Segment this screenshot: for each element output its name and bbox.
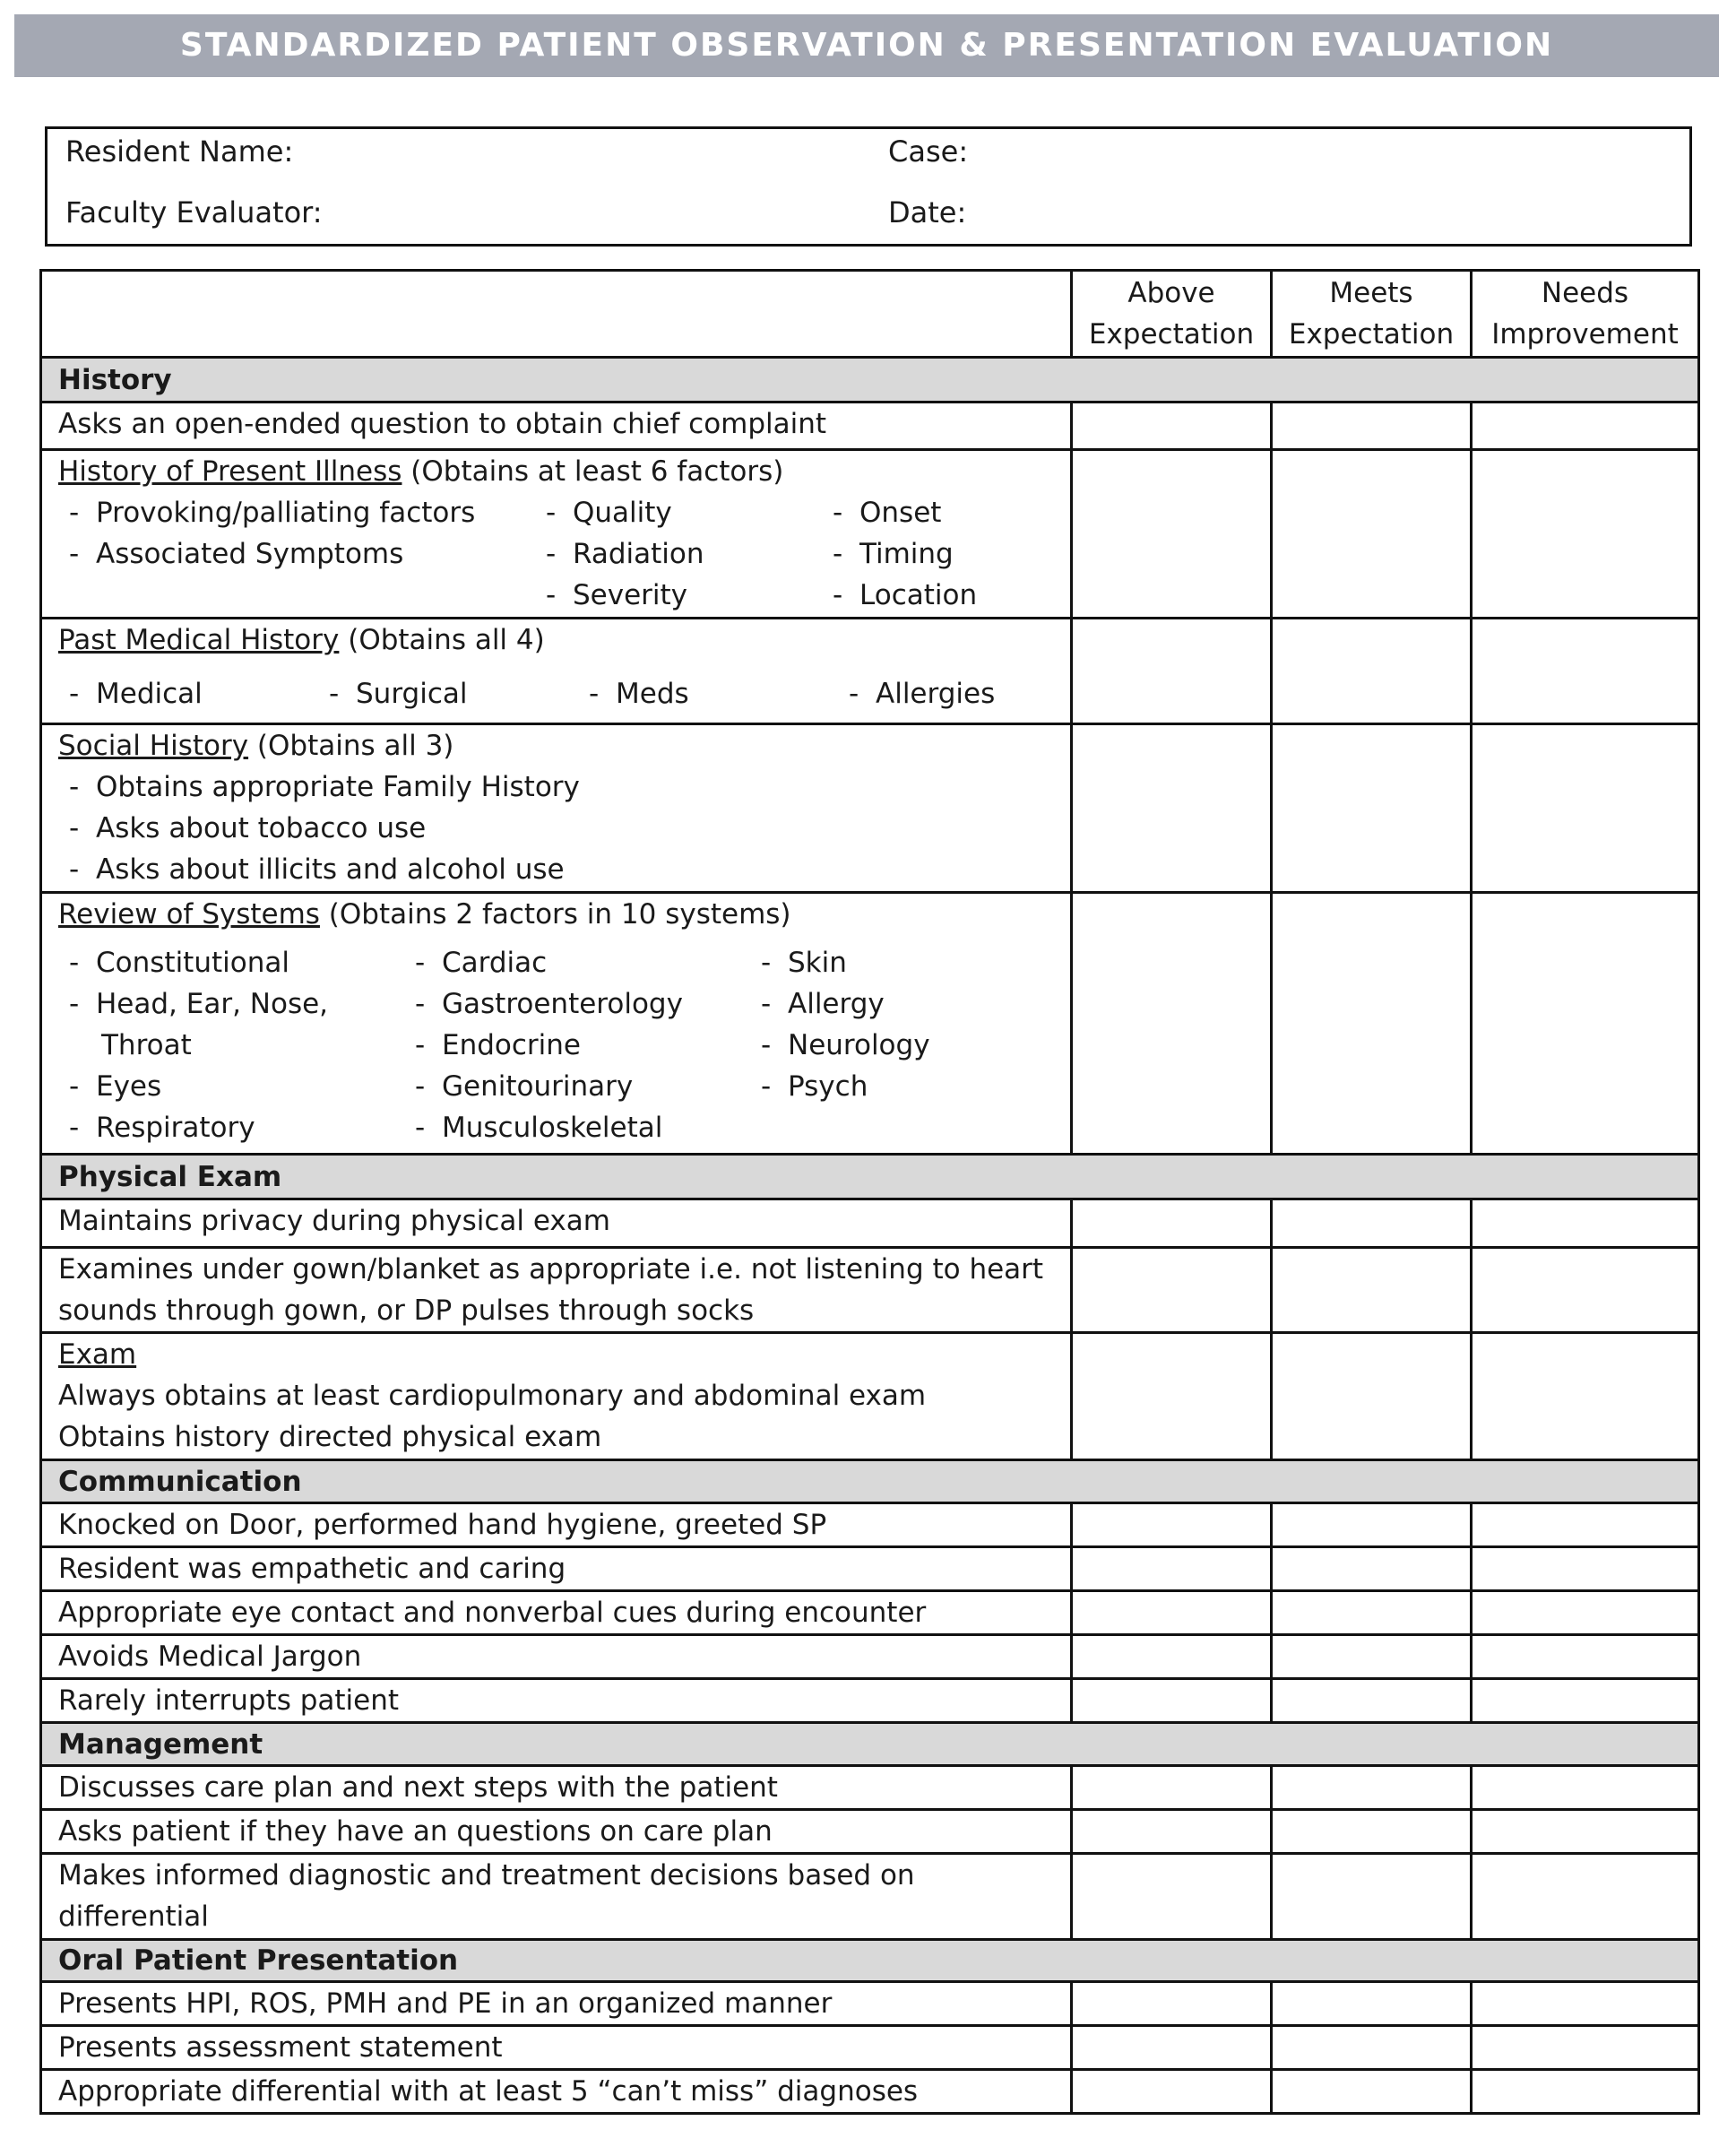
section-title: History — [41, 358, 1699, 403]
rating-cell-above[interactable] — [1072, 2070, 1272, 2114]
list-item: Surgical — [356, 678, 468, 710]
list-item: Eyes — [96, 1070, 162, 1103]
rating-cell-above[interactable] — [1072, 1199, 1272, 1248]
info-box — [45, 126, 1692, 247]
list-item: Location — [859, 579, 978, 611]
list-item: Throat — [101, 1029, 192, 1061]
rating-cell-needs[interactable] — [1472, 1810, 1699, 1854]
table-row — [41, 1591, 1699, 1635]
list-item: Timing — [859, 538, 954, 570]
list-item: Asks about tobacco use — [96, 812, 427, 844]
list-item: Head, Ear, Nose, — [96, 988, 329, 1020]
table-row — [41, 1854, 1699, 1940]
rating-cell-needs[interactable] — [1472, 893, 1699, 1155]
list-item: Skin — [788, 947, 847, 979]
rating-cell-meets[interactable] — [1272, 893, 1472, 1155]
list-item: Respiratory — [96, 1112, 255, 1144]
rating-cell-needs[interactable] — [1472, 2070, 1699, 2114]
list-item: Neurology — [788, 1029, 930, 1061]
list-item: Musculoskeletal — [442, 1112, 663, 1144]
list-item: Provoking/palliating factors — [96, 497, 476, 529]
rating-cell-meets[interactable] — [1272, 1854, 1472, 1940]
list-item: Constitutional — [96, 947, 289, 979]
form-title: STANDARDIZED PATIENT OBSERVATION & PRESENTATION EVALUATION — [14, 14, 1719, 77]
section-physical-exam — [41, 1155, 1699, 1199]
table-row — [41, 619, 1699, 724]
list-item: Asks about illicits and alcohol use — [96, 853, 565, 886]
rating-cell-meets[interactable] — [1272, 1248, 1472, 1333]
rating-cell-meets[interactable] — [1272, 1547, 1472, 1591]
rating-cell-meets[interactable] — [1272, 1766, 1472, 1810]
criteria-header — [41, 271, 1072, 358]
table-row — [41, 1333, 1699, 1460]
needs-improvement-header: Needs Improvement — [1472, 271, 1699, 358]
rating-cell-needs[interactable] — [1472, 1854, 1699, 1940]
rating-cell-needs[interactable] — [1472, 450, 1699, 619]
rating-cell-needs[interactable] — [1472, 2026, 1699, 2070]
faculty-evaluator-label: Faculty Evaluator: — [65, 195, 323, 229]
rating-cell-needs[interactable] — [1472, 1333, 1699, 1460]
rating-cell-above[interactable] — [1072, 1547, 1272, 1591]
rating-cell-needs[interactable] — [1472, 1635, 1699, 1679]
rating-cell-above[interactable] — [1072, 1591, 1272, 1635]
date-label: Date: — [888, 195, 967, 229]
list-item: Endocrine — [442, 1029, 581, 1061]
list-item: Allergy — [788, 988, 885, 1020]
criterion-chief-complaint: Asks an open-ended question to obtain chief complaint — [41, 403, 1072, 450]
criterion-oral: Presents assessment statement — [41, 2026, 1072, 2070]
list-item: Allergies — [876, 678, 996, 710]
criterion-communication: Rarely interrupts patient — [41, 1679, 1072, 1723]
rating-cell-above[interactable] — [1072, 1333, 1272, 1460]
list-item: Gastroenterology — [442, 988, 683, 1020]
criterion-management: Discusses care plan and next steps with the patient — [41, 1766, 1072, 1810]
section-title: Physical Exam — [41, 1155, 1699, 1199]
rating-cell-above[interactable] — [1072, 1854, 1272, 1940]
criterion-management: Asks patient if they have an questions on care plan — [41, 1810, 1072, 1854]
criterion-exam: Exam Always obtains at least cardiopulmonary and abdominal exam Obtains history directed physical exam — [41, 1333, 1072, 1460]
rating-cell-above[interactable] — [1072, 1635, 1272, 1679]
table-row — [41, 450, 1699, 619]
rating-cell-above[interactable] — [1072, 1810, 1272, 1854]
list-item: Radiation — [573, 538, 704, 570]
table-row — [41, 1635, 1699, 1679]
criterion-oral: Presents HPI, ROS, PMH and PE in an organized manner — [41, 1982, 1072, 2026]
case-label: Case: — [888, 134, 969, 169]
hpi-title: History of Present Illness — [58, 455, 402, 488]
table-row — [41, 1503, 1699, 1547]
rating-cell-needs[interactable] — [1472, 619, 1699, 724]
rating-cell-above[interactable] — [1072, 1503, 1272, 1547]
rating-cell-meets[interactable] — [1272, 619, 1472, 724]
list-item: Psych — [788, 1070, 868, 1103]
list-item: Severity — [573, 579, 688, 611]
list-item: Cardiac — [442, 947, 548, 979]
rating-cell-meets[interactable] — [1272, 1591, 1472, 1635]
rating-cell-needs[interactable] — [1472, 1547, 1699, 1591]
rating-cell-meets[interactable] — [1272, 2070, 1472, 2114]
rating-cell-above[interactable] — [1072, 619, 1272, 724]
rating-cell-meets[interactable] — [1272, 1810, 1472, 1854]
rating-cell-meets[interactable] — [1272, 1199, 1472, 1248]
table-row — [41, 403, 1699, 450]
rating-cell-meets[interactable] — [1272, 724, 1472, 893]
exam-title: Exam — [58, 1338, 137, 1371]
rating-cell-meets[interactable] — [1272, 450, 1472, 619]
above-expectation-header: Above Expectation — [1072, 271, 1272, 358]
rating-cell-meets[interactable] — [1272, 1333, 1472, 1460]
rating-cell-meets[interactable] — [1272, 1503, 1472, 1547]
section-title: Communication — [41, 1460, 1699, 1503]
rating-cell-meets[interactable] — [1272, 1679, 1472, 1723]
rating-cell-needs[interactable] — [1472, 1199, 1699, 1248]
rating-cell-above[interactable] — [1072, 1248, 1272, 1333]
evaluation-table — [39, 269, 1700, 2115]
list-item: Onset — [859, 497, 942, 529]
criterion-gown: Examines under gown/blanket as appropriate i.e. not listening to heart sounds through gown, or DP pulses through socks — [41, 1248, 1072, 1333]
rating-cell-above[interactable] — [1072, 893, 1272, 1155]
rating-cell-above[interactable] — [1072, 450, 1272, 619]
section-management — [41, 1723, 1699, 1766]
social-title: Social History — [58, 730, 249, 762]
table-row — [41, 1199, 1699, 1248]
table-row — [41, 724, 1699, 893]
criterion-communication: Resident was empathetic and caring — [41, 1547, 1072, 1591]
rating-cell-needs[interactable] — [1472, 403, 1699, 450]
list-item: Quality — [573, 497, 672, 529]
section-communication — [41, 1460, 1699, 1503]
criterion-communication: Knocked on Door, performed hand hygiene, greeted SP — [41, 1503, 1072, 1547]
rating-cell-meets[interactable] — [1272, 1635, 1472, 1679]
table-row — [41, 2070, 1699, 2114]
table-row — [41, 1766, 1699, 1810]
table-row — [41, 1810, 1699, 1854]
rating-cell-needs[interactable] — [1472, 1982, 1699, 2026]
resident-name-label: Resident Name: — [65, 134, 294, 169]
rating-cell-above[interactable] — [1072, 2026, 1272, 2070]
section-title: Management — [41, 1723, 1699, 1766]
table-row — [41, 1679, 1699, 1723]
criterion-communication: Appropriate eye contact and nonverbal cues during encounter — [41, 1591, 1072, 1635]
criterion-hpi: History of Present Illness (Obtains at least 6 factors) - Provoking/palliating factors - Associated Symptoms - Quality - Radiation - Severity - Onset - Timing - Location — [41, 450, 1072, 619]
rating-cell-needs[interactable] — [1472, 724, 1699, 893]
table-header-row — [41, 271, 1699, 358]
table-row — [41, 893, 1699, 1155]
rating-cell-above[interactable] — [1072, 724, 1272, 893]
section-title: Oral Patient Presentation — [41, 1940, 1699, 1982]
rating-cell-needs[interactable] — [1472, 1591, 1699, 1635]
rating-cell-above[interactable] — [1072, 403, 1272, 450]
rating-cell-above[interactable] — [1072, 1766, 1272, 1810]
rating-cell-needs[interactable] — [1472, 1503, 1699, 1547]
section-history — [41, 358, 1699, 403]
criterion-ros: Review of Systems (Obtains 2 factors in 10 systems) - Constitutional - Head, Ear, Nose, Throat - Eyes - Respiratory - Cardiac - Gastroenterology - Endocrine - Genitourinary - Musculoskeletal - Skin - Allergy - Neurology - Psych — [41, 893, 1072, 1155]
rating-cell-meets[interactable] — [1272, 2026, 1472, 2070]
ros-title: Review of Systems — [58, 898, 320, 931]
criterion-privacy: Maintains privacy during physical exam — [41, 1199, 1072, 1248]
rating-cell-needs[interactable] — [1472, 1766, 1699, 1810]
rating-cell-meets[interactable] — [1272, 403, 1472, 450]
pmh-title: Past Medical History — [58, 624, 340, 656]
section-oral-presentation — [41, 1940, 1699, 1982]
meets-expectation-header: Meets Expectation — [1272, 271, 1472, 358]
criterion-oral: Appropriate differential with at least 5 “can’t miss” diagnoses — [41, 2070, 1072, 2114]
rating-cell-meets[interactable] — [1272, 1982, 1472, 2026]
table-row — [41, 1547, 1699, 1591]
rating-cell-above[interactable] — [1072, 1982, 1272, 2026]
rating-cell-needs[interactable] — [1472, 1679, 1699, 1723]
rating-cell-above[interactable] — [1072, 1679, 1272, 1723]
table-row — [41, 1982, 1699, 2026]
table-row — [41, 1248, 1699, 1333]
list-item: Medical — [96, 678, 203, 710]
list-item: Obtains appropriate Family History — [96, 771, 580, 803]
list-item: Genitourinary — [442, 1070, 634, 1103]
rating-cell-needs[interactable] — [1472, 1248, 1699, 1333]
table-row — [41, 2026, 1699, 2070]
criterion-social-history: Social History (Obtains all 3) - Obtains appropriate Family History - Asks about tobacco use - Asks about illicits and alcohol use — [41, 724, 1072, 893]
list-item: Meds — [616, 678, 689, 710]
criterion-communication: Avoids Medical Jargon — [41, 1635, 1072, 1679]
criterion-informed-decisions: Makes informed diagnostic and treatment decisions based on differential — [41, 1854, 1072, 1940]
criterion-pmh: Past Medical History (Obtains all 4) - Medical - Surgical - Meds - Allergies — [41, 619, 1072, 724]
list-item: Associated Symptoms — [96, 538, 404, 570]
